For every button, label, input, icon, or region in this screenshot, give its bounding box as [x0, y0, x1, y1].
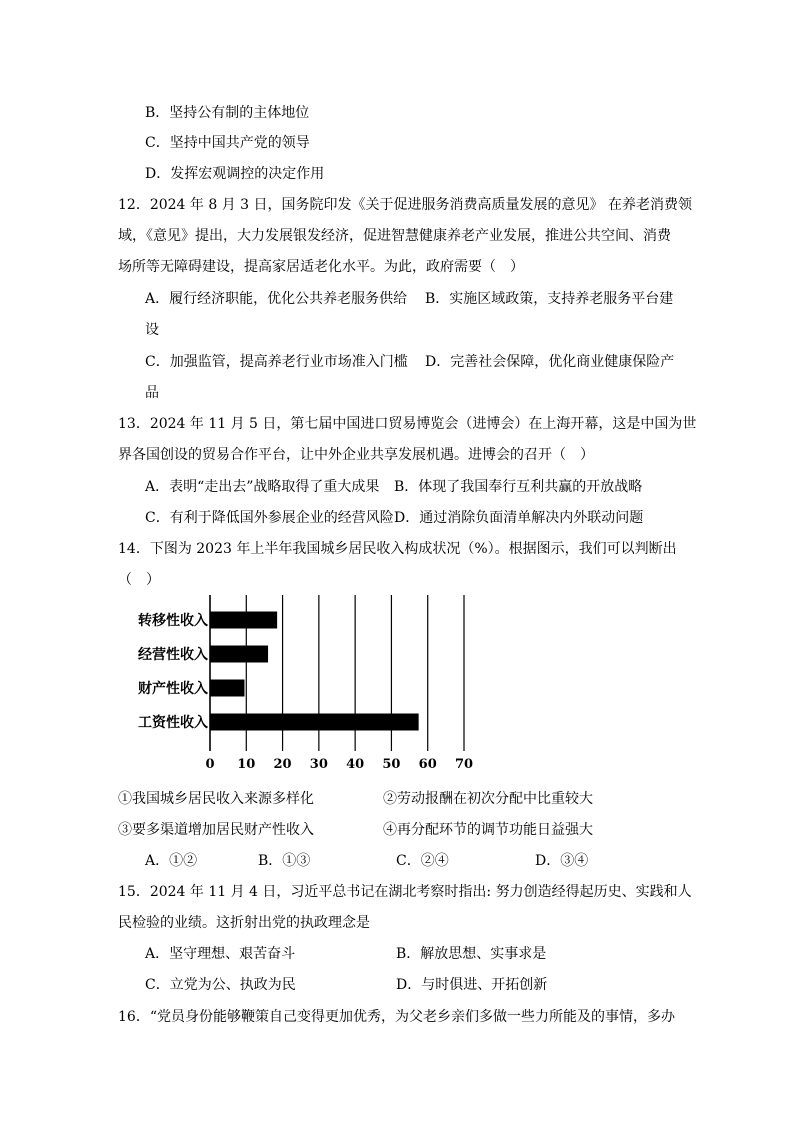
- bar: [210, 612, 277, 629]
- bar: [210, 680, 244, 697]
- q15-option-c: C．立党为公、执政为民: [145, 977, 296, 993]
- q14-option-a: A．①②: [145, 853, 198, 869]
- tick-label: 0: [205, 757, 215, 772]
- q14-statement-2: ②劳动报酬在初次分配中比重较大: [383, 791, 593, 807]
- q14-stem-line-1: 14．下图为 2023 年上半年我国城乡居民收入构成状况（%）。根据图示，我们可以判断出: [118, 541, 677, 557]
- q14-stem-line-2: （ ）: [118, 572, 160, 588]
- q15-stem-line-2: 民检验的业绩。这折射出党的执政理念是: [118, 915, 370, 931]
- q12-option-a: A．履行经济职能，优化公共养老服务供给: [145, 291, 408, 307]
- q12-option-c: C．加强监管，提高养老行业市场准入门槛: [145, 354, 408, 370]
- q13-stem-line-2: 界各国创设的贸易合作平台，让中外企业共享发展机遇。进博会的召开（ ）: [118, 447, 594, 463]
- q12-option-b: B．实施区域政策，支持养老服务平台建: [425, 291, 674, 307]
- chart-tick-labels: [205, 757, 473, 772]
- bar: [210, 646, 268, 663]
- q13-option-c: C．有利于降低国外参展企业的经营风险: [145, 510, 394, 526]
- tick-label: 70: [454, 757, 474, 772]
- q11-option-b: B．坚持公有制的主体地位: [145, 105, 310, 121]
- q12-option-b-cont: 设: [145, 322, 159, 338]
- q13-option-a: A．表明“走出去”战略取得了重大成果: [145, 479, 380, 495]
- q14-statement-1: ①我国城乡居民收入来源多样化: [118, 791, 314, 807]
- q13-option-d: D．通过消除负面清单解决内外联动问题: [394, 510, 644, 526]
- category-label: 工资性收入: [138, 715, 208, 731]
- q16-stem-line-1: 16．“党员身份能够鞭策自己变得更加优秀，为父老乡亲们多做一些力所能及的事情，多办: [118, 1009, 675, 1025]
- tick-label: 30: [309, 757, 328, 772]
- income-composition-chart: [118, 590, 478, 775]
- q14-statement-3: ③要多渠道增加居民财产性收入: [118, 822, 314, 838]
- q15-option-a: A．坚守理想、艰苦奋斗: [145, 946, 296, 962]
- q12-stem-line-1: 12．2024 年 8 月 3 日，国务院印发《关于促进服务消费高质量发展的意见》 在养老消费领: [118, 197, 692, 213]
- q14-option-c: C．②④: [396, 853, 449, 869]
- tick-label: 10: [237, 757, 256, 772]
- q12-option-d-cont: 品: [145, 385, 159, 401]
- tick-label: 60: [418, 757, 437, 772]
- chart-category-labels: [138, 612, 208, 731]
- q15-option-b: B．解放思想、实事求是: [396, 946, 547, 962]
- q11-option-d: D．发挥宏观调控的决定作用: [145, 166, 325, 182]
- q14-option-b: B．①③: [258, 853, 311, 869]
- bar: [210, 714, 419, 731]
- tick-label: 50: [382, 757, 401, 772]
- tick-label: 20: [273, 757, 292, 772]
- q12-stem-line-2: 域，《意见》提出，大力发展银发经济，促进智慧健康养老产业发展，推进公共空间、消费: [118, 228, 671, 244]
- category-label: 财产性收入: [138, 681, 208, 697]
- q14-statement-4: ④再分配环节的调节功能日益强大: [383, 822, 593, 838]
- category-label: 转移性收入: [138, 613, 208, 629]
- q13-option-b: B．体现了我国奉行互利共赢的开放战略: [394, 479, 643, 495]
- q12-option-d: D．完善社会保障，优化商业健康保险产: [425, 354, 675, 370]
- q14-option-d: D．③④: [535, 853, 589, 869]
- chart-bars: [210, 612, 419, 731]
- category-label: 经营性收入: [138, 647, 208, 663]
- q15-stem-line-1: 15．2024 年 11 月 4 日，习近平总书记在湖北考察时指出: 努力创造经得起历史、实践和人: [118, 884, 692, 900]
- q15-option-d: D．与时俱进、开拓创新: [396, 977, 548, 993]
- q12-stem-line-3: 场所等无障碍建设，提高家居适老化水平。为此，政府需要（ ）: [118, 259, 524, 275]
- q11-option-c: C．坚持中国共产党的领导: [145, 135, 310, 151]
- q13-stem-line-1: 13．2024 年 11 月 5 日，第七届中国进口贸易博览会（进博会）在上海开幕，这是中国为世: [118, 416, 697, 432]
- tick-label: 40: [346, 757, 365, 772]
